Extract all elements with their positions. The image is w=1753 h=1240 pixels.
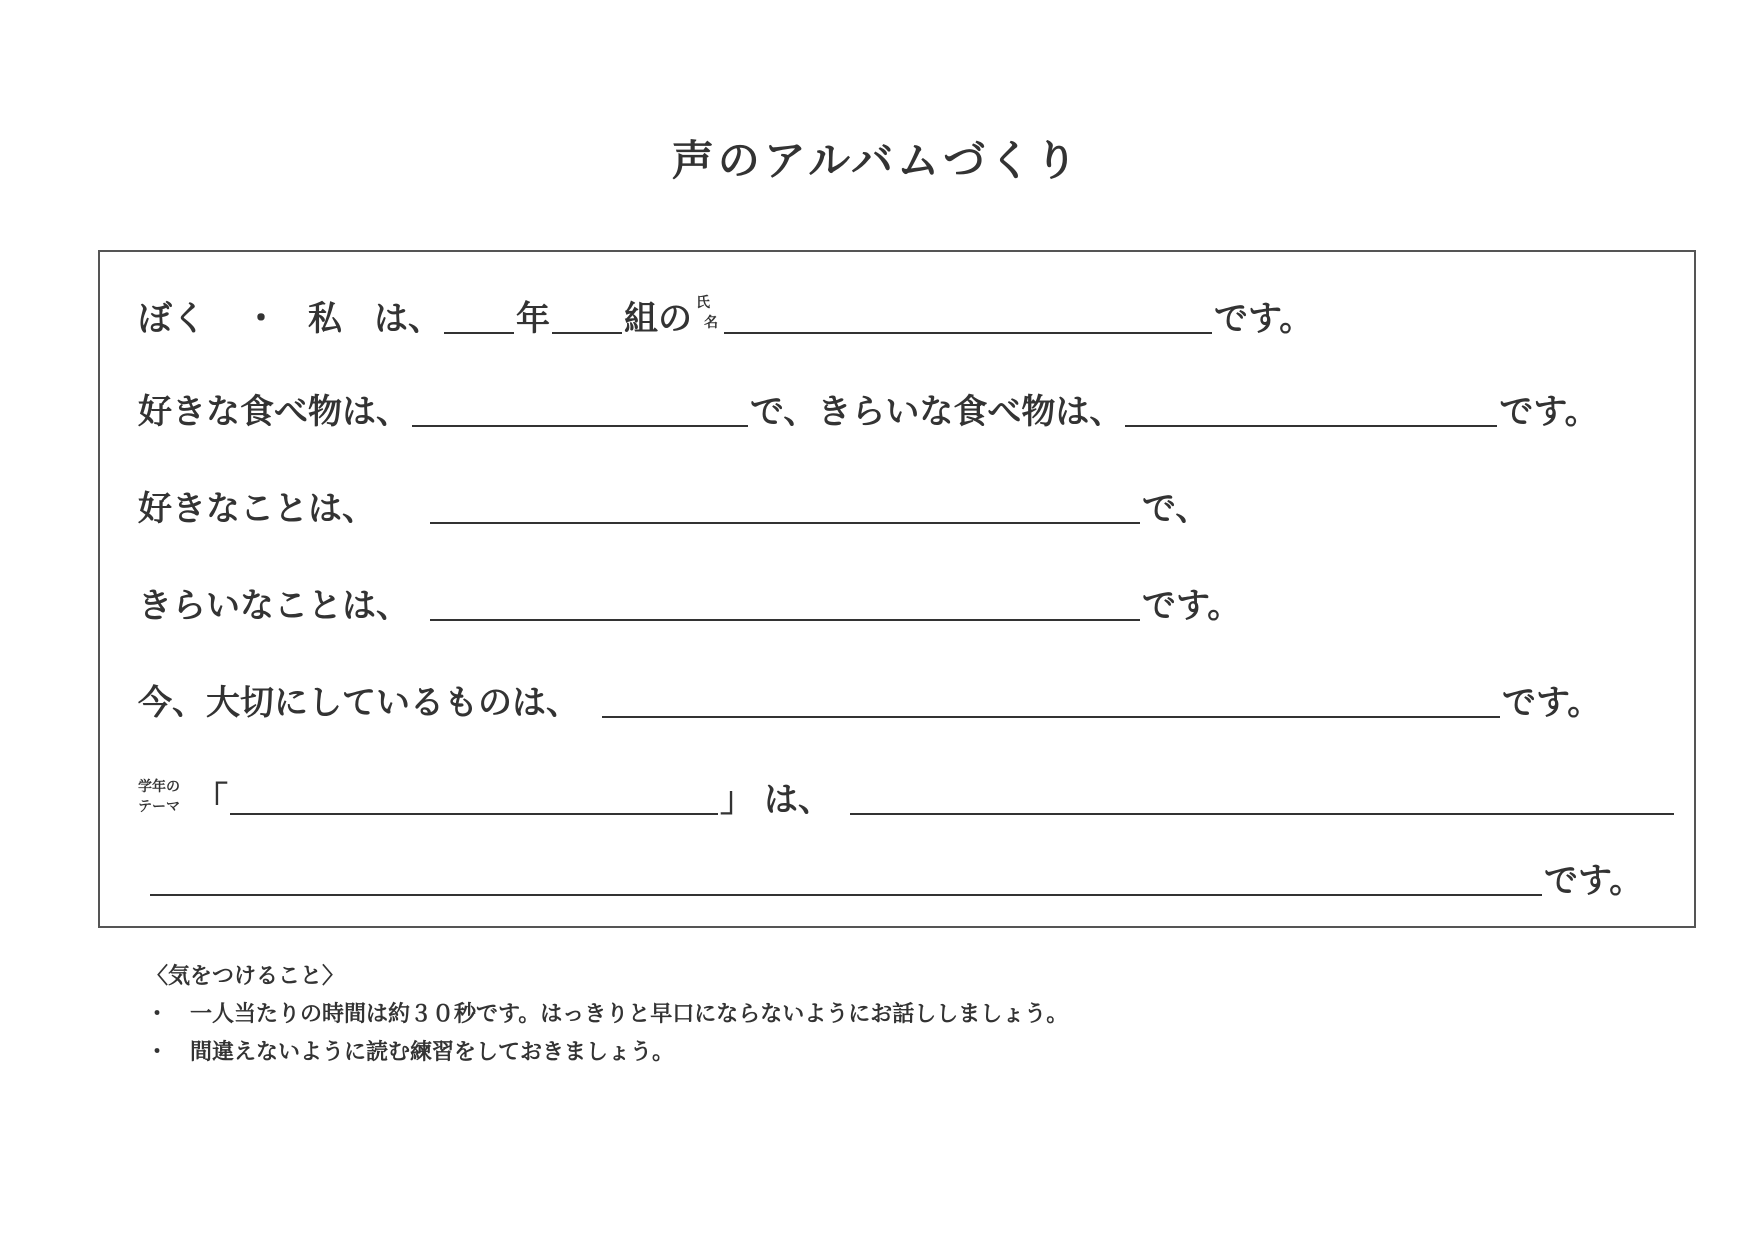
form-row-theme-continued bbox=[148, 861, 1644, 901]
name-label-bottom: 名 bbox=[704, 315, 718, 331]
notes-section bbox=[146, 958, 1068, 1072]
form-row-dislikes bbox=[138, 586, 1242, 626]
form-row-likes bbox=[138, 489, 1210, 529]
form-row-theme bbox=[138, 778, 1676, 821]
kumi-text: 組の bbox=[624, 299, 692, 339]
form-row-treasure bbox=[138, 683, 1602, 723]
favorite-food-label: 好きな食べ物は、 bbox=[138, 392, 410, 432]
separator-dot: ・ bbox=[244, 299, 278, 339]
form-row-food bbox=[138, 392, 1599, 432]
page-title: 声のアルバムづくり bbox=[671, 136, 1082, 185]
row7-end-text: です。 bbox=[1544, 861, 1644, 901]
treasure-label: 今、大切にしているものは、 bbox=[138, 683, 580, 723]
grade-theme-label bbox=[138, 778, 180, 817]
likes-label: 好きなことは、 bbox=[138, 489, 376, 529]
class-blank[interactable] bbox=[552, 331, 622, 334]
theme-wa-text: は、 bbox=[764, 780, 832, 821]
self-introduction-form bbox=[98, 250, 1696, 928]
form-row-name bbox=[138, 295, 1314, 339]
grade-theme-label-top: 学年の bbox=[138, 779, 180, 795]
dislikes-blank[interactable] bbox=[430, 618, 1140, 621]
disliked-food-blank[interactable] bbox=[1125, 424, 1497, 427]
row5-end-text: です。 bbox=[1502, 683, 1602, 723]
disliked-food-label: で、きらいな食べ物は、 bbox=[750, 392, 1124, 432]
notes-heading: 〈気をつけること〉 bbox=[146, 964, 345, 989]
nen-text: 年 bbox=[516, 299, 550, 339]
name-label-top: 氏 bbox=[696, 295, 710, 311]
name-label bbox=[692, 296, 722, 336]
open-bracket: 「 bbox=[194, 780, 228, 821]
close-bracket: 」 bbox=[720, 780, 754, 821]
row2-end-text: です。 bbox=[1499, 392, 1599, 432]
note-item: ・ 一人当たりの時間は約３０秒です。はっきりと早口にならないようにお話ししましょう。 bbox=[146, 1002, 1069, 1027]
name-blank[interactable] bbox=[724, 331, 1212, 334]
theme-continued-blank[interactable] bbox=[150, 893, 1542, 896]
dislikes-label: きらいなことは、 bbox=[138, 586, 410, 626]
wa-text: は、 bbox=[374, 299, 442, 339]
theme-description-blank[interactable] bbox=[850, 812, 1674, 815]
grade-theme-blank[interactable] bbox=[230, 812, 718, 815]
row3-end-text: で、 bbox=[1142, 489, 1210, 529]
row4-end-text: です。 bbox=[1142, 586, 1242, 626]
note-item: ・ 間違えないように読む練習をしておきましょう。 bbox=[146, 1040, 675, 1065]
watashi-text: 私 bbox=[308, 299, 342, 339]
grade-theme-label-bottom: テーマ bbox=[138, 798, 180, 815]
likes-blank[interactable] bbox=[430, 521, 1140, 524]
treasure-blank[interactable] bbox=[602, 715, 1500, 718]
grade-blank[interactable] bbox=[444, 331, 514, 334]
row1-end-text: です。 bbox=[1214, 299, 1314, 339]
boku-text: ぼく bbox=[138, 299, 206, 339]
favorite-food-blank[interactable] bbox=[412, 424, 748, 427]
